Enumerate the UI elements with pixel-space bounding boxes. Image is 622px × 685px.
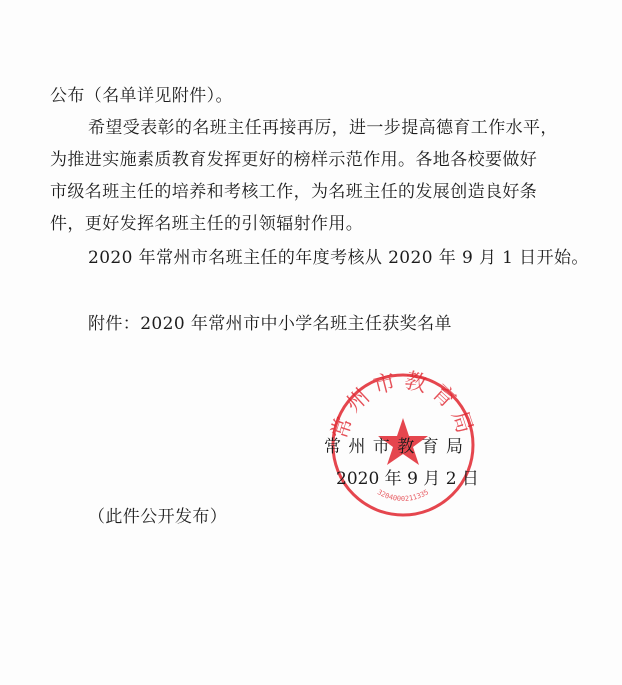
attachment-line: 附件：2020 年常州市中小学名班主任获奖名单	[88, 314, 452, 334]
publish-note: （此件公开发布）	[88, 507, 228, 527]
signature-org: 常 州 市 教 育 局	[324, 437, 465, 457]
signature-date: 2020 年 9 月 2 日	[336, 469, 479, 489]
paragraph-line-6: 2020 年常州市名班主任的年度考核从 2020 年 9 月 1 日开始。	[88, 248, 589, 268]
seal-text: 常州市教育局	[327, 368, 479, 443]
paragraph-line-3: 为推进实施素质教育发挥更好的榜样示范作用。各地各校要做好	[50, 150, 538, 170]
paragraph-line-5: 件，更好发挥名班主任的引领辐射作用。	[50, 214, 364, 234]
paragraph-line-4: 市级名班主任的培养和考核工作，为名班主任的发展创造良好条	[50, 182, 538, 202]
paragraph-line-1: 公布（名单详见附件）。	[50, 86, 233, 106]
seal-serial: 3204000211335	[375, 488, 431, 504]
paragraph-line-2: 希望受表彰的名班主任再接再厉，进一步提高德育工作水平，	[88, 118, 558, 138]
